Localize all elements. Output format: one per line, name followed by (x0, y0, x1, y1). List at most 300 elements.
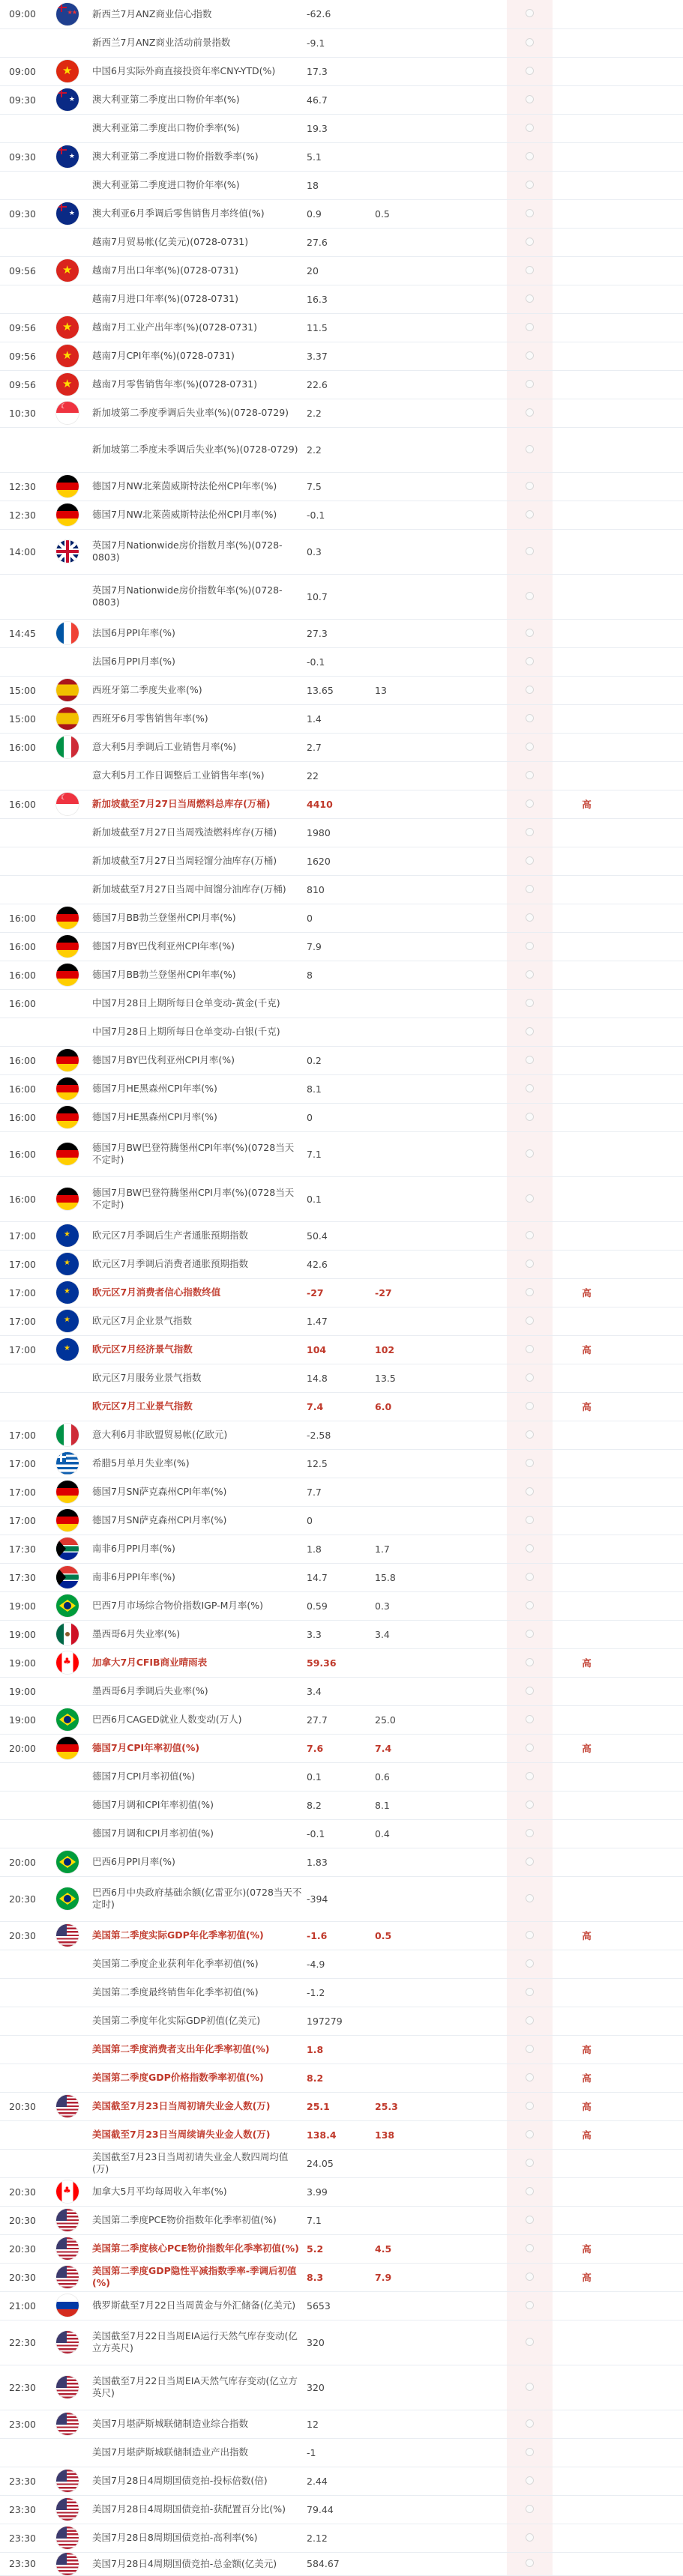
event-name[interactable]: 澳大利亚第二季度出口物价季率(%) (90, 114, 304, 142)
event-name[interactable]: 巴西7月市场综合物价指数IGP-M月率(%) (90, 1591, 304, 1620)
alert-bell-icon[interactable] (526, 547, 534, 555)
alert-cell[interactable] (507, 529, 553, 574)
alert-cell[interactable] (507, 1478, 553, 1506)
event-name[interactable]: 意大利6月非欧盟贸易帐(亿欧元) (90, 1421, 304, 1449)
event-name[interactable]: 德国7月BB勃兰登堡州CPI年率(%) (90, 961, 304, 989)
alert-cell[interactable] (507, 647, 553, 676)
event-name[interactable]: 美国7月28日4周期国债竞拍-投标倍数(倍) (90, 2467, 304, 2495)
event-time: 09:30 (0, 85, 45, 114)
event-name[interactable]: 德国7月BW巴登符腾堡州CPI年率(%)(0728当天不定时) (90, 1131, 304, 1176)
event-name[interactable]: 巴西6月CAGED就业人数变动(万人) (90, 1705, 304, 1734)
importance-label: 高 (553, 2035, 621, 2063)
alert-cell[interactable] (507, 256, 553, 285)
alert-cell[interactable] (507, 2120, 553, 2149)
event-name[interactable]: 新西兰7月ANZ商业活动前景指数 (90, 28, 304, 57)
previous-value (441, 1791, 507, 1819)
alert-cell[interactable] (507, 1848, 553, 1876)
event-name[interactable]: 美国第二季度企业获利年化季率初值(%) (90, 1950, 304, 1978)
event-name[interactable]: 越南7月贸易帐(亿美元)(0728-0731) (90, 228, 304, 256)
alert-bell-icon[interactable] (526, 1402, 534, 1410)
previous-value (441, 1677, 507, 1705)
alert-cell[interactable] (507, 171, 553, 199)
alert-bell-icon[interactable] (526, 294, 534, 303)
event-name[interactable]: 西班牙6月零售销售年率(%) (90, 704, 304, 733)
alert-cell[interactable] (507, 1103, 553, 1131)
event-name[interactable]: 欧元区7月工业景气指数 (90, 1392, 304, 1421)
event-name[interactable]: 美国7月堪萨斯城联储制造业综合指数 (90, 2410, 304, 2438)
alert-bell-icon[interactable] (526, 2187, 534, 2195)
alert-bell-icon[interactable] (526, 1113, 534, 1121)
alert-bell-icon[interactable] (526, 1288, 534, 1296)
alert-cell[interactable] (507, 904, 553, 932)
alert-cell[interactable] (507, 472, 553, 501)
event-name[interactable]: 美国第二季度PCE物价指数年化季率初值(%) (90, 2206, 304, 2234)
event-time (0, 285, 45, 313)
alert-cell[interactable] (507, 1506, 553, 1535)
event-name[interactable]: 欧元区7月季调后消费者通胀预期指数 (90, 1250, 304, 1278)
alert-cell[interactable] (507, 2552, 553, 2575)
event-row (0, 2234, 683, 2263)
alert-bell-icon[interactable] (526, 209, 534, 217)
alert-bell-icon[interactable] (526, 1149, 534, 1158)
event-name[interactable]: 德国7月CPI月率初值(%) (90, 1762, 304, 1791)
event-name[interactable]: 美国第二季度核心PCE物价指数年化季率初值(%) (90, 2234, 304, 2263)
alert-cell[interactable] (507, 1392, 553, 1421)
alert-bell-icon[interactable] (526, 1801, 534, 1809)
alert-cell[interactable] (507, 932, 553, 961)
alert-cell[interactable] (507, 1364, 553, 1392)
alert-cell[interactable] (507, 199, 553, 228)
event-name[interactable]: 欧元区7月经济景气指数 (90, 1335, 304, 1364)
alert-cell[interactable] (507, 761, 553, 790)
alert-cell[interactable] (507, 1176, 553, 1221)
alert-cell[interactable] (507, 342, 553, 370)
alert-cell[interactable] (507, 399, 553, 427)
alert-cell[interactable] (507, 57, 553, 85)
event-name[interactable]: 新加坡截至7月27日当周残渣燃料库存(万桶) (90, 818, 304, 847)
event-time: 16:00 (0, 1176, 45, 1221)
event-name[interactable]: 中国7月28日上期所每日仓单变动-白银(千克) (90, 1018, 304, 1046)
event-name[interactable]: 美国第二季度实际GDP年化季率初值(%) (90, 1921, 304, 1950)
event-name[interactable]: 澳大利亚6月季调后零售销售月率终值(%) (90, 199, 304, 228)
alert-cell[interactable] (507, 1648, 553, 1677)
event-name[interactable]: 德国7月HE黑森州CPI年率(%) (90, 1074, 304, 1103)
alert-cell[interactable] (507, 2365, 553, 2410)
alert-cell[interactable] (507, 2495, 553, 2524)
alert-bell-icon[interactable] (526, 1687, 534, 1695)
alert-bell-icon[interactable] (526, 1544, 534, 1552)
alert-bell-icon[interactable] (526, 2448, 534, 2456)
importance-label (553, 1250, 621, 1278)
alert-cell[interactable] (507, 875, 553, 904)
country-flag-cell (45, 1364, 90, 1392)
alert-cell[interactable] (507, 1278, 553, 1307)
alert-cell[interactable] (507, 2149, 553, 2177)
alert-cell[interactable] (507, 1677, 553, 1705)
alert-bell-icon[interactable] (526, 2533, 534, 2542)
alert-bell-icon[interactable] (526, 351, 534, 360)
event-name[interactable]: 美国7月28日8周期国债竞拍-高利率(%) (90, 2524, 304, 2552)
event-name[interactable]: 新西兰7月ANZ商业信心指数 (90, 0, 304, 28)
event-name[interactable]: 德国7月SN萨克森州CPI年率(%) (90, 1478, 304, 1506)
event-row (0, 342, 683, 370)
alert-bell-icon[interactable] (526, 1487, 534, 1496)
alert-bell-icon[interactable] (526, 686, 534, 694)
event-row (0, 2524, 683, 2552)
event-name[interactable]: 加拿大5月平均每周收入年率(%) (90, 2177, 304, 2206)
event-time: 20:00 (0, 1848, 45, 1876)
forecast-value (373, 2177, 441, 2206)
alert-cell[interactable] (507, 1131, 553, 1176)
event-name[interactable]: 巴西6月中央政府基础余额(亿雷亚尔)(0728当天不定时) (90, 1876, 304, 1921)
event-name[interactable]: 德国7月BB勃兰登堡州CPI月率(%) (90, 904, 304, 932)
event-name[interactable]: 中国6月实际外商直接投资年率CNY-YTD(%) (90, 57, 304, 85)
alert-bell-icon[interactable] (526, 266, 534, 274)
event-name[interactable]: 新加坡截至7月27日当周中间馏分油库存(万桶) (90, 875, 304, 904)
event-name[interactable]: 美国第二季度最终销售年化季率初值(%) (90, 1978, 304, 2007)
germany-flag-icon (56, 1509, 79, 1532)
alert-cell[interactable] (507, 704, 553, 733)
event-name[interactable]: 德国7月调和CPI月率初值(%) (90, 1819, 304, 1848)
spacer-cell (621, 2206, 683, 2234)
event-name[interactable]: 新加坡第二季度未季调后失业率(%)(0728-0729) (90, 427, 304, 472)
alert-bell-icon[interactable] (526, 2216, 534, 2224)
alert-bell-icon[interactable] (526, 2419, 534, 2428)
event-name[interactable]: 西班牙第二季度失业率(%) (90, 676, 304, 704)
event-name[interactable]: 美国截至7月23日当周初请失业金人数(万) (90, 2092, 304, 2120)
alert-bell-icon[interactable] (526, 2273, 534, 2281)
alert-bell-icon[interactable] (526, 2338, 534, 2346)
alert-cell[interactable] (507, 313, 553, 342)
alert-bell-icon[interactable] (526, 181, 534, 189)
germany-flag-icon (56, 1077, 79, 1100)
alert-cell[interactable] (507, 28, 553, 57)
alert-cell[interactable] (507, 1074, 553, 1103)
alert-bell-icon[interactable] (526, 828, 534, 836)
alert-cell[interactable] (507, 142, 553, 171)
alert-cell[interactable] (507, 2291, 553, 2320)
event-name[interactable]: 法国6月PPI月率(%) (90, 647, 304, 676)
alert-bell-icon[interactable] (526, 124, 534, 132)
alert-cell[interactable] (507, 2007, 553, 2035)
event-name[interactable]: 越南7月进口年率(%)(0728-0731) (90, 285, 304, 313)
event-name[interactable]: 美国7月堪萨斯城联储制造业产出指数 (90, 2438, 304, 2467)
alert-cell[interactable] (507, 2092, 553, 2120)
alert-bell-icon[interactable] (526, 1894, 534, 1902)
event-name[interactable]: 美国截至7月22日当周EIA天然气库存变动(亿立方英尺) (90, 2365, 304, 2410)
event-name[interactable]: 新加坡截至7月27日当周燃料总库存(万桶) (90, 790, 304, 818)
alert-bell-icon[interactable] (526, 445, 534, 453)
forecast-value: 8.1 (373, 1791, 441, 1819)
alert-bell-icon[interactable] (526, 238, 534, 246)
alert-bell-icon[interactable] (526, 2476, 534, 2485)
alert-bell-icon[interactable] (526, 799, 534, 808)
event-name[interactable]: 德国7月NW北莱茵威斯特法伦州CPI年率(%) (90, 472, 304, 501)
alert-bell-icon[interactable] (526, 2016, 534, 2025)
alert-cell[interactable] (507, 1535, 553, 1563)
alert-cell[interactable] (507, 847, 553, 875)
event-time: 17:00 (0, 1506, 45, 1535)
alert-bell-icon[interactable] (526, 2244, 534, 2252)
alert-bell-icon[interactable] (526, 1744, 534, 1752)
event-name[interactable]: 越南7月工业产出年率(%)(0728-0731) (90, 313, 304, 342)
forecast-value: -27 (373, 1278, 441, 1307)
alert-bell-icon[interactable] (526, 1027, 534, 1035)
alert-bell-icon[interactable] (526, 152, 534, 160)
event-name[interactable]: 巴西6月PPI月率(%) (90, 1848, 304, 1876)
alert-cell[interactable] (507, 1563, 553, 1591)
alert-cell[interactable] (507, 1978, 553, 2007)
actual-value: 42.6 (304, 1250, 373, 1278)
alert-bell-icon[interactable] (526, 1857, 534, 1866)
alert-cell[interactable] (507, 989, 553, 1018)
event-name[interactable]: 德国7月CPI年率初值(%) (90, 1734, 304, 1762)
event-name[interactable]: 德国7月BW巴登符腾堡州CPI月率(%)(0728当天不定时) (90, 1176, 304, 1221)
brazil-flag-icon (56, 1594, 79, 1617)
event-name[interactable]: 越南7月CPI年率(%)(0728-0731) (90, 342, 304, 370)
alert-bell-icon[interactable] (526, 1601, 534, 1609)
alert-bell-icon[interactable] (526, 885, 534, 893)
event-name[interactable]: 美国第二季度消费者支出年化季率初值(%) (90, 2035, 304, 2063)
event-name[interactable]: 美国第二季度年化实际GDP初值(亿美元) (90, 2007, 304, 2035)
alert-cell[interactable] (507, 1921, 553, 1950)
alert-bell-icon[interactable] (526, 1260, 534, 1268)
event-time (0, 1950, 45, 1978)
alert-cell[interactable] (507, 1762, 553, 1791)
event-name[interactable]: 欧元区7月消费者信心指数终值 (90, 1278, 304, 1307)
event-name[interactable]: 法国6月PPI年率(%) (90, 619, 304, 647)
alert-bell-icon[interactable] (526, 1829, 534, 1837)
event-name[interactable]: 澳大利亚第二季度出口物价年率(%) (90, 85, 304, 114)
event-time (0, 171, 45, 199)
alert-bell-icon[interactable] (526, 2559, 534, 2567)
alert-cell[interactable] (507, 1335, 553, 1364)
event-name[interactable]: 欧元区7月企业景气指数 (90, 1307, 304, 1335)
alert-bell-icon[interactable] (526, 1931, 534, 1939)
alert-cell[interactable] (507, 733, 553, 761)
alert-bell-icon[interactable] (526, 1231, 534, 1239)
alert-cell[interactable] (507, 1018, 553, 1046)
alert-cell[interactable] (507, 1620, 553, 1648)
forecast-value: 0.6 (373, 1762, 441, 1791)
alert-cell[interactable] (507, 228, 553, 256)
alert-cell[interactable] (507, 114, 553, 142)
alert-bell-icon[interactable] (526, 2102, 534, 2110)
event-name[interactable]: 英国7月Nationwide房价指数月率(%)(0728-0803) (90, 529, 304, 574)
event-name[interactable]: 澳大利亚第二季度进口物价指数季率(%) (90, 142, 304, 171)
alert-bell-icon[interactable] (526, 1084, 534, 1092)
event-name[interactable]: 俄罗斯截至7月22日当周黄金与外汇储备(亿美元) (90, 2291, 304, 2320)
alert-bell-icon[interactable] (526, 1459, 534, 1467)
alert-cell[interactable] (507, 1819, 553, 1848)
alert-cell[interactable] (507, 370, 553, 399)
alert-cell[interactable] (507, 1307, 553, 1335)
alert-cell[interactable] (507, 2263, 553, 2291)
alert-bell-icon[interactable] (526, 323, 534, 331)
alert-bell-icon[interactable] (526, 1430, 534, 1439)
alert-cell[interactable] (507, 2063, 553, 2092)
event-name[interactable]: 澳大利亚第二季度进口物价年率(%) (90, 171, 304, 199)
alert-bell-icon[interactable] (526, 657, 534, 665)
alert-cell[interactable] (507, 2035, 553, 2063)
alert-bell-icon[interactable] (526, 714, 534, 722)
alert-cell[interactable] (507, 1876, 553, 1921)
event-name[interactable]: 德国7月SN萨克森州CPI月率(%) (90, 1506, 304, 1535)
event-name[interactable]: 美国7月28日4周期国债竞拍-总金额(亿美元) (90, 2552, 304, 2575)
alert-bell-icon[interactable] (526, 999, 534, 1007)
alert-bell-icon[interactable] (526, 1056, 534, 1064)
event-name[interactable]: 墨西哥6月季调后失业率(%) (90, 1677, 304, 1705)
previous-value (441, 228, 507, 256)
alert-bell-icon[interactable] (526, 95, 534, 103)
alert-bell-icon[interactable] (526, 1959, 534, 1968)
alert-bell-icon[interactable] (526, 482, 534, 490)
alert-cell[interactable] (507, 2320, 553, 2365)
alert-bell-icon[interactable] (526, 970, 534, 979)
alert-bell-icon[interactable] (526, 1373, 534, 1382)
alert-bell-icon[interactable] (526, 2159, 534, 2167)
previous-value (441, 57, 507, 85)
alert-bell-icon[interactable] (526, 67, 534, 75)
event-name[interactable]: 越南7月零售销售年率(%)(0728-0731) (90, 370, 304, 399)
event-name[interactable]: 新加坡截至7月27日当周轻馏分油库存(万桶) (90, 847, 304, 875)
alert-cell[interactable] (507, 2234, 553, 2263)
event-name[interactable]: 美国第二季度GDP价格指数季率初值(%) (90, 2063, 304, 2092)
event-time: 10:30 (0, 399, 45, 427)
alert-bell-icon[interactable] (526, 408, 534, 417)
alert-bell-icon[interactable] (526, 1630, 534, 1638)
event-name[interactable]: 墨西哥6月失业率(%) (90, 1620, 304, 1648)
event-name[interactable]: 美国7月28日4周期国债竞拍-获配置百分比(%) (90, 2495, 304, 2524)
event-name[interactable]: 南非6月PPI月率(%) (90, 1535, 304, 1563)
event-name[interactable]: 越南7月出口年率(%)(0728-0731) (90, 256, 304, 285)
alert-bell-icon[interactable] (526, 2045, 534, 2053)
alert-bell-icon[interactable] (526, 1988, 534, 1996)
event-name[interactable]: 美国截至7月23日当周初请失业金人数四周均值(万) (90, 2149, 304, 2177)
alert-cell[interactable] (507, 1791, 553, 1819)
alert-bell-icon[interactable] (526, 2383, 534, 2391)
importance-label (553, 472, 621, 501)
alert-bell-icon[interactable] (526, 2073, 534, 2081)
event-name[interactable]: 南非6月PPI年率(%) (90, 1563, 304, 1591)
alert-cell[interactable] (507, 790, 553, 818)
country-flag-cell (45, 574, 90, 619)
event-time: 15:00 (0, 676, 45, 704)
alert-cell[interactable] (507, 574, 553, 619)
event-name[interactable]: 欧元区7月季调后生产者通胀预期指数 (90, 1221, 304, 1250)
country-flag-cell (45, 2495, 90, 2524)
alert-bell-icon[interactable] (526, 856, 534, 865)
alert-bell-icon[interactable] (526, 913, 534, 922)
alert-cell[interactable] (507, 1591, 553, 1620)
alert-cell[interactable] (507, 0, 553, 28)
alert-cell[interactable] (507, 1250, 553, 1278)
alert-cell[interactable] (507, 85, 553, 114)
alert-bell-icon[interactable] (526, 2301, 534, 2309)
alert-cell[interactable] (507, 961, 553, 989)
alert-cell[interactable] (507, 2177, 553, 2206)
alert-bell-icon[interactable] (526, 510, 534, 518)
usa-flag-icon (56, 2413, 79, 2435)
event-name[interactable]: 德国7月BY巴伐利亚州CPI月率(%) (90, 1046, 304, 1074)
forecast-value (373, 2063, 441, 2092)
event-name[interactable]: 中国7月28日上期所每日仓单变动-黄金(千克) (90, 989, 304, 1018)
alert-bell-icon[interactable] (526, 38, 534, 46)
alert-cell[interactable] (507, 1449, 553, 1478)
alert-bell-icon[interactable] (526, 1772, 534, 1780)
alert-cell[interactable] (507, 501, 553, 529)
event-name[interactable]: 德国7月NW北莱茵威斯特法伦州CPI月率(%) (90, 501, 304, 529)
alert-cell[interactable] (507, 619, 553, 647)
event-name[interactable]: 欧元区7月服务业景气指数 (90, 1364, 304, 1392)
alert-cell[interactable] (507, 1046, 553, 1074)
alert-bell-icon[interactable] (526, 629, 534, 637)
event-row (0, 761, 683, 790)
alert-bell-icon[interactable] (526, 380, 534, 388)
importance-label (553, 1046, 621, 1074)
alert-cell[interactable] (507, 2206, 553, 2234)
alert-bell-icon[interactable] (526, 2130, 534, 2138)
previous-value (441, 1705, 507, 1734)
spacer-cell (621, 2263, 683, 2291)
event-name[interactable]: 德国7月调和CPI年率初值(%) (90, 1791, 304, 1819)
event-name[interactable]: 加拿大7月CFIB商业晴雨表 (90, 1648, 304, 1677)
alert-cell[interactable] (507, 2410, 553, 2438)
spacer-cell (621, 1535, 683, 1563)
alert-bell-icon[interactable] (526, 1715, 534, 1723)
alert-bell-icon[interactable] (526, 1658, 534, 1666)
alert-cell[interactable] (507, 285, 553, 313)
event-name[interactable]: 德国7月HE黑森州CPI月率(%) (90, 1103, 304, 1131)
alert-bell-icon[interactable] (526, 1516, 534, 1524)
importance-label (553, 932, 621, 961)
alert-cell[interactable] (507, 676, 553, 704)
actual-value: 8.3 (304, 2263, 373, 2291)
alert-cell[interactable] (507, 2467, 553, 2495)
alert-cell[interactable] (507, 1734, 553, 1762)
alert-cell[interactable] (507, 818, 553, 847)
event-name[interactable]: 意大利5月季调后工业销售月率(%) (90, 733, 304, 761)
event-name[interactable]: 美国截至7月22日当周EIA运行天然气库存变动(亿立方英尺) (90, 2320, 304, 2365)
alert-bell-icon[interactable] (526, 2505, 534, 2513)
event-name[interactable]: 美国第二季度GDP隐性平减指数季率-季调后初值(%) (90, 2263, 304, 2291)
alert-cell[interactable] (507, 2524, 553, 2552)
alert-bell-icon[interactable] (526, 1345, 534, 1353)
event-name[interactable]: 新加坡第二季度季调后失业率(%)(0728-0729) (90, 399, 304, 427)
alert-cell[interactable] (507, 1421, 553, 1449)
alert-bell-icon[interactable] (526, 1573, 534, 1581)
alert-bell-icon[interactable] (526, 1316, 534, 1325)
event-name[interactable]: 希腊5月单月失业率(%) (90, 1449, 304, 1478)
event-name[interactable]: 德国7月BY巴伐利亚州CPI年率(%) (90, 932, 304, 961)
alert-bell-icon[interactable] (526, 743, 534, 751)
event-name[interactable]: 意大利5月工作日调整后工业销售年率(%) (90, 761, 304, 790)
event-name[interactable]: 美国截至7月23日当周续请失业金人数(万) (90, 2120, 304, 2149)
spacer-cell (621, 1506, 683, 1535)
alert-bell-icon[interactable] (526, 9, 534, 17)
alert-bell-icon[interactable] (526, 942, 534, 950)
alert-bell-icon[interactable] (526, 1194, 534, 1203)
alert-cell[interactable] (507, 1221, 553, 1250)
alert-bell-icon[interactable] (526, 771, 534, 779)
alert-cell[interactable] (507, 1950, 553, 1978)
alert-cell[interactable] (507, 427, 553, 472)
country-flag-cell (45, 28, 90, 57)
alert-cell[interactable] (507, 1705, 553, 1734)
event-name[interactable]: 英国7月Nationwide房价指数年率(%)(0728-0803) (90, 574, 304, 619)
alert-cell[interactable] (507, 2438, 553, 2467)
alert-bell-icon[interactable] (526, 592, 534, 600)
